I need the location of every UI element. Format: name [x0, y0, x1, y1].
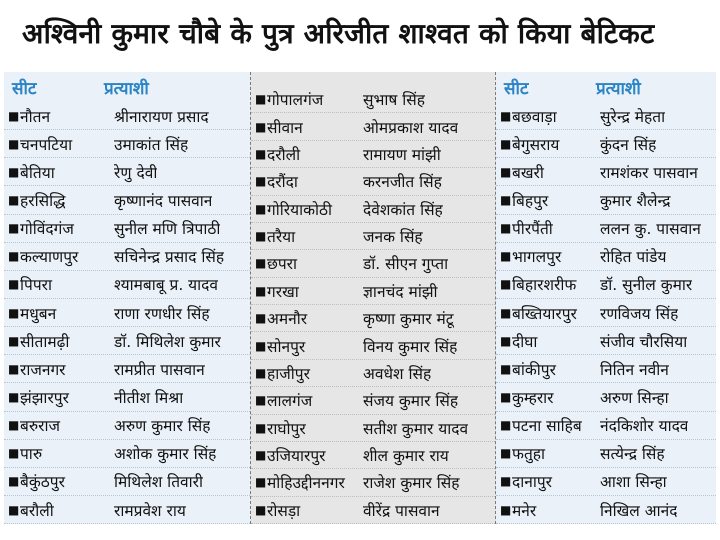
candidate-name: ललन कु. पासवान: [600, 220, 701, 239]
table-row: [4, 355, 250, 383]
table-row: [251, 250, 495, 277]
table-row: [496, 383, 716, 411]
seat-name: सीवान: [267, 118, 303, 137]
bullet-icon: ■: [500, 164, 512, 179]
table-row: [4, 412, 250, 440]
table-row: [496, 158, 716, 186]
seat-name: बेतिया: [20, 163, 55, 182]
candidate-header: प्रत्याशी: [596, 78, 641, 99]
table-row: [251, 415, 495, 442]
candidate-name: अरुण सिन्हा: [600, 388, 669, 407]
candidate-name: ओमप्रकाश यादव: [363, 118, 459, 137]
candidate-name: संजीव चौरसिया: [600, 332, 688, 351]
table-row: [251, 86, 495, 113]
bullet-icon: ■: [255, 119, 267, 134]
candidate-name: कृष्णानंद पासवान: [114, 191, 213, 210]
bullet-icon: ■: [500, 136, 512, 151]
table-row: [4, 130, 250, 158]
seat-name: चनपटिया: [20, 135, 73, 154]
seat-name: बछवाड़ा: [512, 107, 557, 126]
candidate-name: रामायण मांझी: [363, 145, 441, 164]
bullet-icon: ■: [255, 146, 267, 161]
seat-name: बेगुसराय: [512, 135, 560, 154]
bullet-icon: ■: [500, 502, 512, 517]
candidate-name: सुनील मणि त्रिपाठी: [114, 220, 221, 239]
seat-name: तरैया: [267, 228, 296, 247]
bullet-icon: ■: [8, 333, 20, 348]
candidate-header: प्रत्याशी: [104, 78, 149, 99]
seat-name: गोरियाकोठी: [267, 200, 333, 219]
candidate-name: सचिनेन्द्र प्रसाद सिंह: [114, 248, 225, 267]
table-row: [4, 299, 250, 327]
table-row: [4, 158, 250, 186]
bullet-icon: ■: [255, 475, 267, 490]
candidate-name: डॉ. सुनील कुमार: [600, 276, 693, 295]
bullet-icon: ■: [8, 361, 20, 376]
bullet-icon: ■: [500, 474, 512, 489]
headline: अश्विनी कुमार चौबे के पुत्र अरिजीत शाश्वत को किया बेटिकट: [22, 17, 655, 50]
candidate-name: कुंदन सिंह: [600, 135, 657, 154]
bullet-icon: ■: [8, 305, 20, 320]
bullet-icon: ■: [8, 221, 20, 236]
table-row: [4, 496, 250, 524]
candidate-name: रामप्रवेश राय: [114, 501, 186, 520]
candidate-name: विनय कुमार सिंह: [363, 337, 458, 356]
seat-name: पारु: [20, 445, 43, 464]
bullet-icon: ■: [8, 164, 20, 179]
seat-name: बरुराज: [20, 417, 60, 436]
table-row: [251, 113, 495, 140]
seat-name: पिपरा: [20, 276, 52, 295]
bullet-icon: ■: [255, 448, 267, 463]
candidate-name: निखिल आनंद: [600, 501, 678, 520]
seat-name: दीघा: [512, 332, 538, 351]
bullet-icon: ■: [8, 474, 20, 489]
candidate-table: [4, 72, 716, 524]
table-row: [251, 305, 495, 332]
bullet-icon: ■: [255, 311, 267, 326]
column-rows: [251, 86, 495, 524]
candidate-name: अरुण कुमार सिंह: [114, 417, 211, 436]
table-row: [4, 440, 250, 468]
candidate-name: रामशंकर पासवान: [600, 163, 698, 182]
table-row: [4, 243, 250, 271]
bullet-icon: ■: [500, 249, 512, 264]
candidate-name: ज्ञानचंद मांझी: [363, 282, 438, 301]
candidate-name: उमाकांत सिंह: [114, 135, 189, 154]
candidate-name: श्रीनारायण प्रसाद: [114, 107, 209, 126]
candidate-name: जनक सिंह: [363, 228, 423, 247]
candidate-name: रामप्रीत पासवान: [114, 360, 205, 379]
candidate-name: सुरेन्द्र मेहता: [600, 107, 666, 126]
candidate-name: सुभाष सिंह: [363, 91, 425, 110]
table-column-2: [250, 72, 496, 524]
seat-name: रोसड़ा: [267, 501, 301, 520]
bullet-icon: ■: [255, 92, 267, 107]
seat-name: गोपालगंज: [267, 91, 324, 110]
table-row: [251, 196, 495, 223]
table-row: [496, 440, 716, 468]
seat-name: सीतामढ़ी: [20, 332, 70, 351]
seat-name: छपरा: [267, 255, 298, 274]
seat-name: मधुबन: [20, 304, 57, 323]
candidate-name: डॉ. सीएन गुप्ता: [363, 255, 449, 274]
bullet-icon: ■: [255, 365, 267, 380]
table-row: [251, 223, 495, 250]
table-row: [496, 412, 716, 440]
table-row: [251, 141, 495, 168]
bullet-icon: ■: [255, 502, 267, 517]
seat-name: गरखा: [267, 282, 299, 301]
table-row: [251, 469, 495, 496]
bullet-icon: ■: [500, 446, 512, 461]
table-row: [4, 383, 250, 411]
table-row: [496, 271, 716, 299]
column-header: [496, 72, 716, 102]
seat-name: कुम्हरार: [512, 388, 554, 407]
candidate-name: नितिन नवीन: [600, 360, 669, 379]
seat-name: कल्याणपुर: [20, 248, 79, 267]
candidate-name: संजय कुमार सिंह: [363, 392, 459, 411]
table-row: [4, 271, 250, 299]
seat-name: पटना साहिब: [512, 417, 582, 436]
bullet-icon: ■: [500, 418, 512, 433]
bullet-icon: ■: [500, 361, 512, 376]
candidate-name: कृष्णा कुमार मंटू: [363, 310, 454, 329]
seat-name: हरसिद्धि: [20, 191, 66, 210]
bullet-icon: ■: [255, 338, 267, 353]
column-rows: [496, 102, 716, 524]
table-row: [496, 130, 716, 158]
seat-name: बैकुंठपुर: [20, 473, 65, 492]
seat-name: गोविंदगंज: [20, 220, 74, 239]
seat-name: फतुहा: [512, 445, 546, 464]
table-column-3: [496, 72, 716, 524]
candidate-name: कुमार शैलेन्द्र: [600, 191, 671, 210]
candidate-name: नीतीश मिश्रा: [114, 388, 184, 407]
bullet-icon: ■: [8, 389, 20, 404]
seat-name: बांकीपुर: [512, 360, 556, 379]
seat-name: हाजीपुर: [267, 364, 310, 383]
candidate-name: करनजीत सिंह: [363, 173, 442, 192]
bullet-icon: ■: [255, 229, 267, 244]
seat-name: बख्तियारपुर: [512, 304, 577, 323]
table-row: [251, 332, 495, 359]
seat-name: बिहारशरीफ: [512, 276, 577, 295]
bullet-icon: ■: [8, 446, 20, 461]
table-row: [496, 299, 716, 327]
table-row: [496, 215, 716, 243]
table-row: [496, 243, 716, 271]
candidate-name: सत्येन्द्र सिंह: [600, 445, 665, 464]
table-row: [496, 496, 716, 524]
bullet-icon: ■: [500, 108, 512, 123]
bullet-icon: ■: [255, 283, 267, 298]
candidate-name: राणा रणधीर सिंह: [114, 304, 210, 323]
bullet-icon: ■: [500, 221, 512, 236]
seat-name: उजियारपुर: [267, 447, 326, 466]
table-row: [496, 355, 716, 383]
candidate-name: वीरेंद्र पासवान: [363, 501, 440, 520]
bullet-icon: ■: [500, 305, 512, 320]
seat-name: दानापुर: [512, 473, 553, 492]
bullet-icon: ■: [500, 277, 512, 292]
bullet-icon: ■: [255, 201, 267, 216]
seat-name: दरौली: [267, 145, 301, 164]
column-rows: [4, 102, 250, 524]
bullet-icon: ■: [255, 256, 267, 271]
seat-header: सीट: [12, 78, 37, 99]
table-row: [496, 468, 716, 496]
bullet-icon: ■: [500, 192, 512, 207]
seat-name: झंझारपुर: [20, 388, 69, 407]
seat-name: बरौली: [20, 501, 54, 520]
table-row: [4, 468, 250, 496]
candidate-name: रेणु देवी: [114, 163, 158, 182]
table-row: [251, 168, 495, 195]
candidate-name: रोहित पांडेय: [600, 248, 667, 267]
seat-name: अमनौर: [267, 310, 308, 329]
bullet-icon: ■: [8, 277, 20, 292]
bullet-icon: ■: [8, 108, 20, 123]
seat-name: राघोपुर: [267, 419, 306, 438]
bullet-icon: ■: [8, 418, 20, 433]
bullet-icon: ■: [8, 136, 20, 151]
seat-name: दरौंदा: [267, 173, 298, 192]
candidate-name: राजेश कुमार सिंह: [363, 474, 460, 493]
candidate-name: देवेशकांत सिंह: [363, 200, 443, 219]
candidate-name: नंदकिशोर यादव: [600, 417, 689, 436]
bullet-icon: ■: [255, 420, 267, 435]
column-header-spacer: [251, 72, 495, 86]
candidate-name: श्यामबाबू प्र. यादव: [114, 276, 219, 295]
seat-name: भागलपुर: [512, 248, 562, 267]
seat-name: सोनपुर: [267, 337, 306, 356]
candidate-name: अशोक कुमार सिंह: [114, 445, 217, 464]
seat-name: बखरी: [512, 163, 544, 182]
bullet-icon: ■: [8, 502, 20, 517]
table-row: [4, 327, 250, 355]
candidate-name: डॉ. मिथिलेश कुमार: [114, 332, 221, 351]
seat-name: राजनगर: [20, 360, 66, 379]
seat-name: मनेर: [512, 501, 537, 520]
seat-name: पीरपैंती: [512, 220, 553, 239]
seat-name: लालगंज: [267, 392, 313, 411]
table-row: [496, 102, 716, 130]
bullet-icon: ■: [255, 393, 267, 408]
table-row: [251, 278, 495, 305]
candidate-name: शील कुमार राय: [363, 447, 449, 466]
column-header: [4, 72, 250, 102]
table-row: [496, 186, 716, 214]
candidate-name: रणविजय सिंह: [600, 304, 679, 323]
table-row: [251, 442, 495, 469]
table-row: [251, 497, 495, 524]
table-row: [251, 387, 495, 414]
seat-name: बिहपुर: [512, 191, 549, 210]
bullet-icon: ■: [255, 174, 267, 189]
table-row: [251, 360, 495, 387]
table-row: [4, 102, 250, 130]
table-column-1: [4, 72, 250, 524]
candidate-name: सतीश कुमार यादव: [363, 419, 469, 438]
seat-header: सीट: [504, 78, 529, 99]
seat-name: मोहिउद्दीननगर: [267, 474, 345, 493]
bullet-icon: ■: [8, 249, 20, 264]
bullet-icon: ■: [500, 389, 512, 404]
seat-name: नौतन: [20, 107, 51, 126]
table-row: [4, 215, 250, 243]
bullet-icon: ■: [500, 333, 512, 348]
candidate-name: अवधेश सिंह: [363, 364, 432, 383]
table-row: [496, 327, 716, 355]
candidate-name: मिथिलेश तिवारी: [114, 473, 204, 492]
candidate-name: आशा सिन्हा: [600, 473, 667, 492]
table-row: [4, 186, 250, 214]
bullet-icon: ■: [8, 192, 20, 207]
